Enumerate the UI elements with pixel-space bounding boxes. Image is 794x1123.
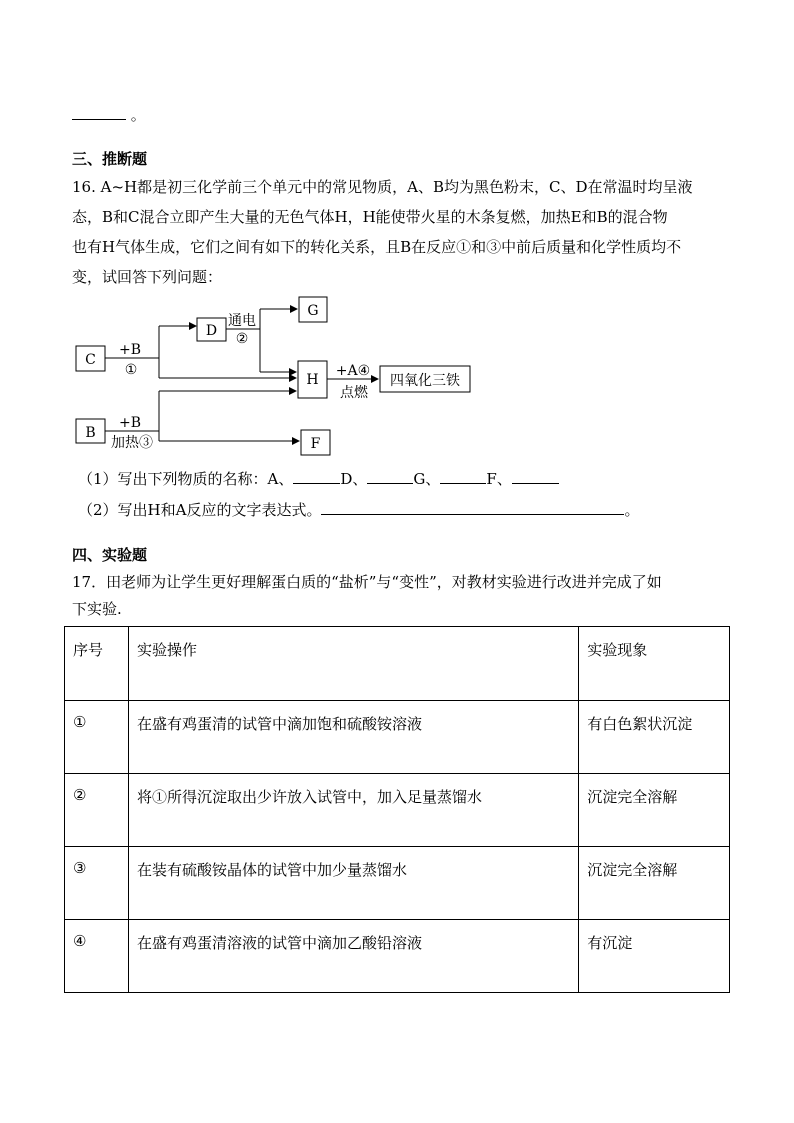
section3-title: 三、推断题 [72,150,148,168]
label-c-top: +B [118,342,142,358]
row-index: ③ [65,847,129,920]
answer-blank-d[interactable] [367,469,413,484]
row-index: ① [65,701,129,774]
table-row [65,847,730,920]
row-phenomenon: 有白色絮状沉淀 [579,701,730,774]
label-h-bottom: 点燃 [340,385,368,401]
row-phenomenon: 沉淀完全溶解 [579,774,730,847]
q16-sub1 [78,468,559,489]
table-header-row [65,627,730,701]
q1-f: F、 [486,470,512,488]
row-index: ② [65,774,129,847]
node-d: D [205,323,218,339]
q16-line-1: 16. A~H都是初三化学前三个单元中的常见物质，A、B均为黑色粉末，C、D在常温时均呈液 [72,178,693,196]
row-operation: 在装有硫酸铵晶体的试管中加少量蒸馏水 [128,847,578,920]
label-h-top: +A④ [335,363,371,379]
answer-blank-a[interactable] [293,469,340,484]
top-line-tail: 。 [130,106,146,124]
q16-line-3: 也有H气体生成，它们之间有如下的转化关系，且B在反应①和③中前后质量和化学性质均不 [72,238,682,256]
q16-sub2 [78,499,639,520]
q1-prefix: （1）写出下列物质的名称：A、 [78,470,294,488]
transformation-diagram [0,0,794,470]
section4-title: 四、实验题 [72,546,148,564]
q16-line-2: 态，B和C混合立即产生大量的无色气体H，H能使带火星的木条复燃，加热E和B的混合物 [72,208,668,226]
row-operation: 将①所得沉淀取出少许放入试管中，加入足量蒸馏水 [128,774,578,847]
answer-blank-equation[interactable] [321,500,624,515]
node-c: C [85,352,96,368]
label-c-bottom: ① [124,362,138,378]
row-operation: 在盛有鸡蛋清的试管中滴加饱和硫酸铵溶液 [128,701,578,774]
label-d-bottom: ② [235,331,249,347]
header-phenomenon: 实验现象 [579,627,730,701]
q1-g: G、 [413,470,441,488]
row-phenomenon: 沉淀完全溶解 [579,847,730,920]
header-operation: 实验操作 [128,627,578,701]
q2-tail: 。 [624,501,640,519]
node-product: 四氧化三铁 [390,373,460,389]
q1-d: D、 [340,470,368,488]
table-row [65,701,730,774]
q17-line-1: 17．田老师为让学生更好理解蛋白质的“盐析”与“变性”，对教材实验进行改进并完成了如 [72,573,662,591]
row-operation: 在盛有鸡蛋清溶液的试管中滴加乙酸铅溶液 [128,920,578,993]
table-row [65,920,730,993]
label-b-top: +B [118,415,142,431]
node-g: G [307,303,319,319]
header-index: 序号 [65,627,129,701]
table-row [65,774,730,847]
experiment-table [64,626,730,993]
q17-line-2: 下实验. [72,600,122,618]
answer-blank-f[interactable] [512,469,559,484]
q2-prefix: （2）写出H和A反应的文字表达式。 [78,501,322,519]
row-phenomenon: 有沉淀 [579,920,730,993]
node-h: H [306,372,319,388]
q16-line-4: 变，试回答下列问题： [72,268,223,286]
answer-blank-g[interactable] [440,469,486,484]
label-d-top: 通电 [228,313,256,329]
row-index: ④ [65,920,129,993]
label-b-bottom: 加热③ [111,435,153,451]
node-b: B [85,425,96,441]
node-f: F [310,436,321,452]
